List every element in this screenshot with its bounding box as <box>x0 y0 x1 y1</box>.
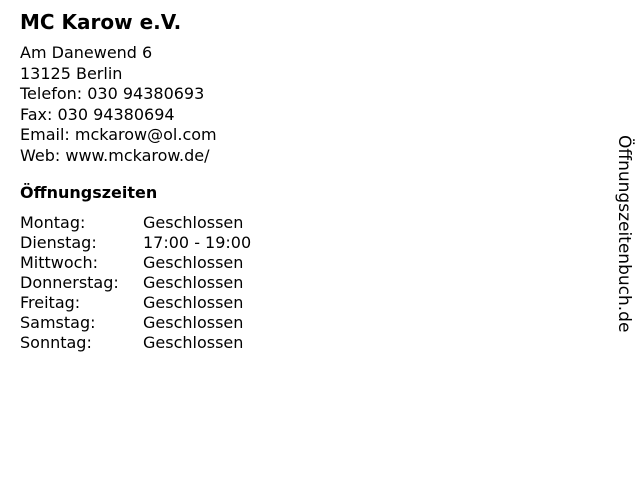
email-address: Email: mckarow@ol.com <box>20 125 217 144</box>
day-label: Freitag: <box>20 293 81 312</box>
day-hours: Geschlossen <box>143 333 244 352</box>
day-label: Mittwoch: <box>20 253 98 272</box>
website-address: Web: www.mckarow.de/ <box>20 145 210 165</box>
brand-watermark-text: Öffnungszeitenbuch.de <box>614 135 634 333</box>
day-label: Donnerstag: <box>20 273 119 292</box>
day-hours: Geschlossen <box>143 253 244 272</box>
day-label: Samstag: <box>20 313 96 332</box>
day-hours: Geschlossen <box>143 273 244 292</box>
day-hours: Geschlossen <box>143 293 244 312</box>
day-hours: Geschlossen <box>143 313 244 332</box>
day-hours: 17:00 - 19:00 <box>143 233 252 252</box>
phone-number: Telefon: 030 94380693 <box>20 84 205 103</box>
day-label: Dienstag: <box>20 233 97 252</box>
day-label: Montag: <box>20 213 86 232</box>
opening-hours-heading: Öffnungszeiten <box>20 183 158 202</box>
address-street: Am Danewend 6 <box>20 43 153 62</box>
day-hours: Geschlossen <box>143 213 244 232</box>
contact-details <box>20 43 217 166</box>
fax-number: Fax: 030 94380694 <box>20 104 175 124</box>
day-label: Sonntag: <box>20 333 92 352</box>
business-name: MC Karow e.V. <box>20 10 182 34</box>
address-city: 13125 Berlin <box>20 63 123 83</box>
